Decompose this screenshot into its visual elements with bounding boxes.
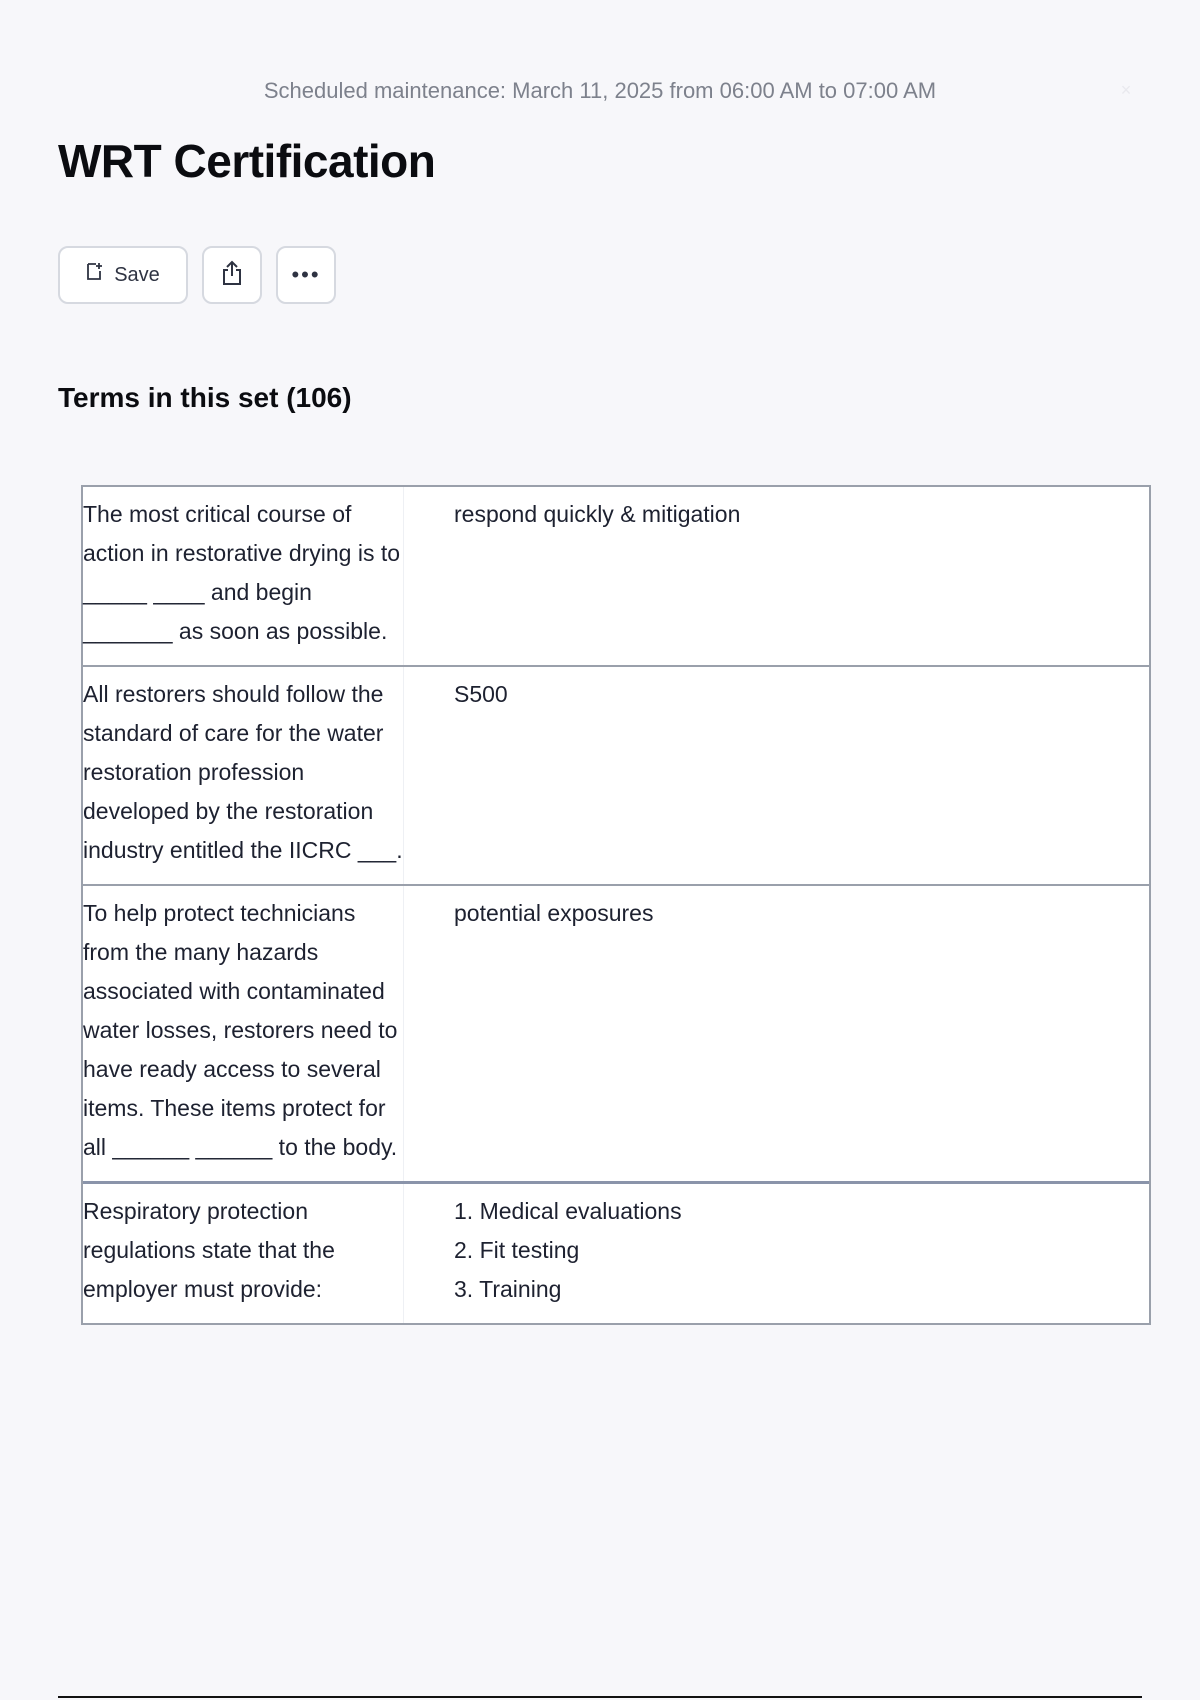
definition-line: potential exposures xyxy=(454,900,654,926)
definition-line: 2. Fit testing xyxy=(454,1237,580,1263)
page-title: WRT Certification xyxy=(58,135,436,187)
term-cell: To help protect technicians from the many hazards associated with contaminated water losses, restorers need to have ready access to several items. These items protect for all ______ ______ to the body. xyxy=(83,886,404,1181)
term-cell: Respiratory protection regulations state that the employer must provide: xyxy=(83,1184,404,1323)
definition-cell xyxy=(404,667,1149,884)
table-row xyxy=(83,1181,1149,1323)
more-options-button[interactable]: ••• xyxy=(276,246,336,304)
bookmark-add-icon xyxy=(86,262,104,288)
share-button[interactable] xyxy=(202,246,262,304)
table-row xyxy=(83,884,1149,1181)
definition-line: respond quickly & mitigation xyxy=(454,501,741,527)
terms-table xyxy=(81,485,1151,1325)
definition-cell xyxy=(404,1184,1149,1323)
divider xyxy=(58,1696,1142,1698)
table-row xyxy=(83,487,1149,665)
save-label: Save xyxy=(114,263,160,286)
definition-line: S500 xyxy=(454,681,508,707)
maintenance-banner: Scheduled maintenance: March 11, 2025 from 06:00 AM to 07:00 AM xyxy=(263,78,937,103)
term-cell: All restorers should follow the standard of care for the water restoration profession developed by the restoration industry entitled the IICRC ___. xyxy=(83,667,404,884)
definition-line: 1. Medical evaluations xyxy=(454,1198,682,1224)
definition-cell xyxy=(404,886,1149,1181)
terms-heading: Terms in this set (106) xyxy=(58,382,352,413)
toolbar xyxy=(58,246,336,304)
definition-cell xyxy=(404,487,1149,665)
definition-line: 3. Training xyxy=(454,1276,562,1302)
save-button[interactable] xyxy=(58,246,188,304)
table-row xyxy=(83,665,1149,884)
share-icon xyxy=(219,259,245,292)
term-cell: The most critical course of action in restorative drying is to _____ ____ and begin _______ as soon as possible. xyxy=(83,487,404,665)
close-icon[interactable]: × xyxy=(1120,80,1132,100)
